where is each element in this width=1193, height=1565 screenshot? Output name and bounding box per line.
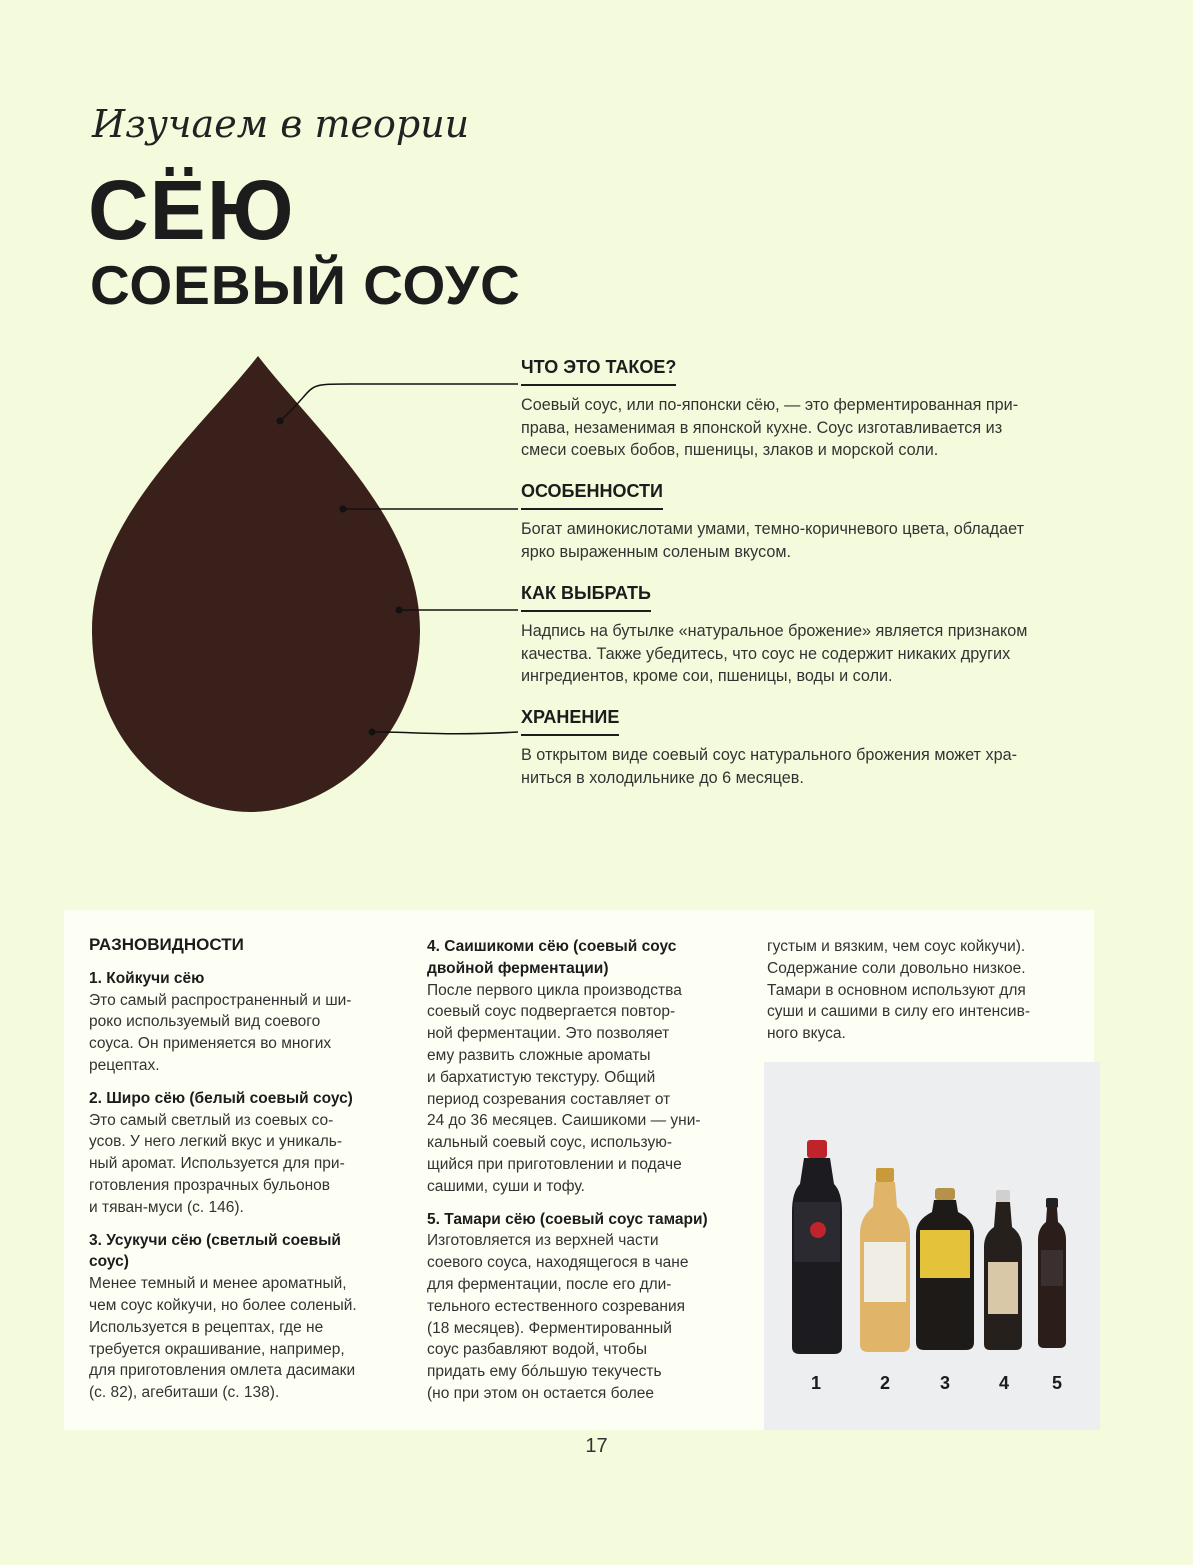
- text-line: ного вкуса.: [767, 1025, 846, 1043]
- text-line: роко используемый вид соевого: [89, 1013, 321, 1031]
- section-body: [521, 620, 1081, 688]
- text-line: Это самый светлый из соевых со-: [89, 1111, 334, 1129]
- text-line: Используется в рецептах, где не: [89, 1318, 324, 1336]
- text-line: Богат аминокислотами умами, темно-коричневого цвета, обладает: [521, 520, 1025, 538]
- bottle-5-icon: [1038, 1198, 1066, 1348]
- section-body: [521, 744, 1081, 789]
- text-line: рецептах.: [89, 1056, 160, 1074]
- text-line: (с. 82), агебиташи (с. 138).: [89, 1384, 280, 1402]
- text-line: Менее темный и менее ароматный,: [89, 1275, 347, 1293]
- text-line: соевого соуса, находящегося в чане: [427, 1254, 689, 1272]
- varieties-column-3: [767, 936, 1087, 1045]
- text-line: Надпись на бутылке «натуральное брожение» является признаком: [521, 622, 1028, 640]
- varieties-heading: РАЗНОВИДНОСТИ: [89, 935, 244, 954]
- kicker: Изучаем в теории: [92, 102, 470, 146]
- text-line: (но при этом он остается более: [427, 1384, 655, 1402]
- variety-heading: 3. Усукучи сёю (светлый соевый: [89, 1231, 341, 1249]
- page-subtitle: СОЕВЫЙ СОУС: [90, 254, 521, 316]
- text-line: для ферментации, после его дли-: [427, 1275, 672, 1293]
- leader-dot: [277, 418, 284, 425]
- text-line: сашими, суши и тофу.: [427, 1177, 585, 1195]
- text-line: готовления прозрачных бульонов: [89, 1176, 330, 1194]
- bottle-number: 4: [999, 1373, 1010, 1393]
- soy-drop-icon: [92, 356, 420, 812]
- text-line: Тамари в основном используют для: [767, 981, 1026, 999]
- bottle-4-icon: [984, 1190, 1022, 1350]
- section-choose: [521, 583, 1081, 688]
- variety-heading: двойной ферментации): [427, 959, 609, 977]
- text-line: для приготовления омлета дасимаки: [89, 1362, 356, 1380]
- bottle-1-icon: [792, 1140, 842, 1354]
- text-line: ниться в холодильнике до 6 месяцев.: [521, 768, 804, 787]
- text-line: требуется окрашивание, например,: [89, 1340, 345, 1358]
- varieties-column-1: [89, 934, 399, 1404]
- text-line: соус разбавляют водой, чтобы: [427, 1341, 648, 1359]
- text-line: усов. У него легкий вкус и уникаль-: [89, 1133, 343, 1151]
- section-heading: ОСОБЕННОСТИ: [521, 481, 663, 510]
- text-line: щийся при приготовлении и подаче: [427, 1155, 682, 1173]
- bottle-2-icon: [860, 1168, 910, 1352]
- text-line: (18 месяцев). Ферментированный: [427, 1319, 672, 1337]
- text-line: ему развить сложные ароматы: [427, 1046, 651, 1064]
- leader-line: [372, 732, 518, 734]
- text-line: придать ему бóльшую текучесть: [427, 1363, 662, 1381]
- leader-line: [280, 384, 518, 421]
- text-line: Это самый распространенный и ши-: [89, 991, 352, 1009]
- bottle-number: 3: [940, 1373, 951, 1393]
- bottle-number: 2: [880, 1373, 891, 1393]
- bottles-photo: [764, 1062, 1100, 1430]
- bottle-number: 5: [1052, 1373, 1063, 1393]
- text-line: качества. Также убедитесь, что соус не содержит никаких других: [521, 644, 1011, 663]
- text-line: Изготовляется из верхней части: [427, 1232, 659, 1250]
- text-line: соевый соус подвергается повтор-: [427, 1003, 676, 1021]
- page-title: СЁЮ: [88, 163, 295, 257]
- text-line: период созревания составляет от: [427, 1090, 671, 1108]
- variety-heading: 2. Широ сёю (белый соевый соус): [89, 1089, 353, 1107]
- text-line: чем соус койкучи, но более соленый.: [89, 1296, 357, 1314]
- text-line: 24 до 36 месяцев. Саишикоми — уни-: [427, 1112, 701, 1130]
- leader-dot: [396, 607, 403, 614]
- section-what: [521, 357, 1081, 462]
- text-line: и тяван-муси (с. 146).: [89, 1198, 244, 1216]
- text-line: ной ферментации. Это позволяет: [427, 1025, 670, 1043]
- text-line: ингредиентов, кроме сои, пшеницы, воды и соли.: [521, 667, 893, 685]
- text-line: смеси соевых бобов, пшеницы, злаков и морской соли.: [521, 441, 939, 459]
- variety-heading: соус): [89, 1253, 129, 1271]
- section-storage: [521, 707, 1081, 789]
- text-line: Соевый соус, или по-японски сёю, — это ферментированная при-: [521, 396, 1019, 414]
- page-number: 17: [585, 1435, 608, 1457]
- text-line: После первого цикла производства: [427, 981, 682, 999]
- variety-heading: 1. Койкучи сёю: [89, 969, 205, 987]
- text-line: и бархатистую текстуру. Общий: [427, 1068, 656, 1086]
- section-features: [521, 481, 1081, 563]
- text-line: ярко выраженным соленым вкусом.: [521, 542, 791, 561]
- leader-dot: [369, 729, 376, 736]
- varieties-column-2: [427, 936, 747, 1405]
- variety-heading: 5. Тамари сёю (соевый соус тамари): [427, 1210, 708, 1228]
- section-heading: ХРАНЕНИЕ: [521, 707, 619, 736]
- leader-dot: [340, 506, 347, 513]
- section-body: [521, 518, 1081, 563]
- text-line: кальный соевый соус, использую-: [427, 1134, 673, 1152]
- section-body: [521, 394, 1081, 462]
- text-line: густым и вязким, чем соус койкучи).: [767, 938, 1026, 955]
- text-line: соуса. Он применяется во многих: [89, 1035, 332, 1053]
- text-line: суши и сашими в силу его интенсив-: [767, 1003, 1030, 1021]
- text-line: Содержание соли довольно низкое.: [767, 959, 1026, 977]
- text-line: В открытом виде соевый соус натурального брожения может хра-: [521, 746, 1017, 764]
- section-heading: КАК ВЫБРАТЬ: [521, 583, 651, 612]
- text-line: права, незаменимая в японской кухне. Соус изготавливается из: [521, 418, 1003, 437]
- soy-drop-illustration: [0, 340, 560, 820]
- variety-heading: 4. Саишикоми сёю (соевый соус: [427, 938, 677, 955]
- text-line: ный аромат. Используется для при-: [89, 1155, 345, 1173]
- text-line: тельного естественного созревания: [427, 1297, 686, 1315]
- bottle-number: 1: [811, 1373, 822, 1393]
- section-heading: ЧТО ЭТО ТАКОЕ?: [521, 357, 676, 386]
- bottle-3-icon: [916, 1188, 974, 1350]
